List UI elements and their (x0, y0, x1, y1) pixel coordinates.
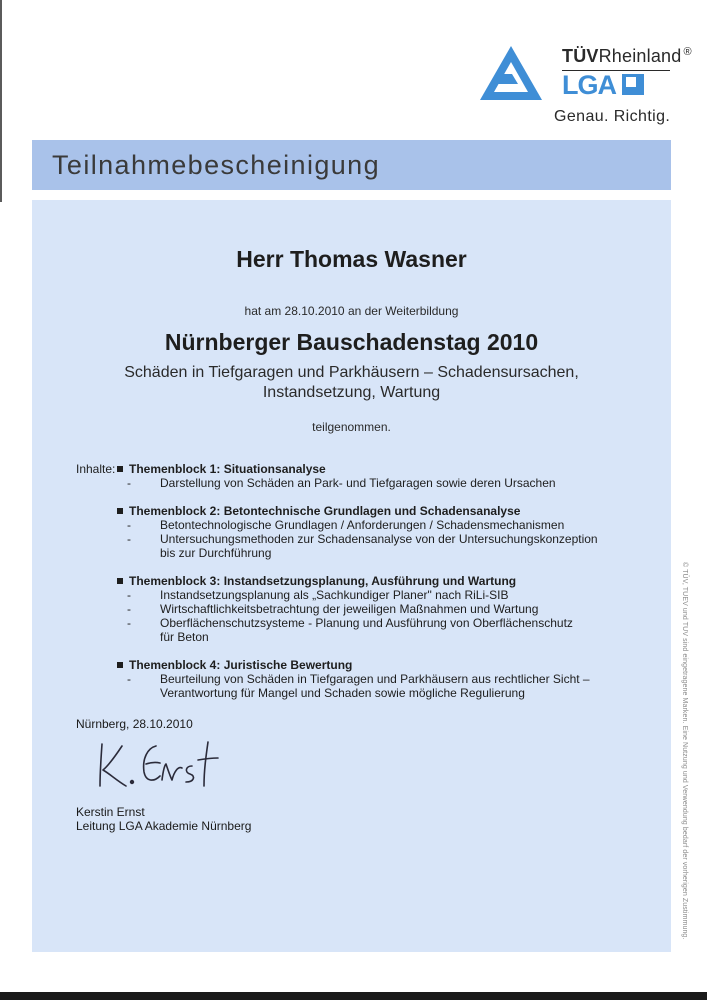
list-item: Darstellung von Schäden an Park- und Tiefgaragen sowie deren Ursachen (160, 476, 556, 490)
subtitle-line: Schäden in Tiefgaragen und Parkhäusern – Schadensursachen, (124, 364, 579, 381)
bottom-edge-rule (0, 992, 707, 1000)
list-item: Beurteilung von Schäden in Tiefgaragen und Parkhäusern aus rechtlicher Sicht – Verantwortung für Mangel und Schaden sowie mögliche Regulierung (160, 672, 590, 700)
place-date: Nürnberg, 28.10.2010 (76, 717, 193, 731)
outro-text: teilgenommen. (312, 420, 391, 434)
item-dash: - (127, 476, 131, 490)
item-dash: - (127, 672, 131, 686)
item-dash: - (127, 518, 131, 532)
lga-text: LGA (562, 70, 616, 100)
block-heading: Themenblock 2: Betontechnische Grundlagen und Schadensanalyse (117, 504, 520, 518)
tagline: Genau. Richtig. (554, 108, 671, 125)
list-item: Wirtschaftlichkeitsbetrachtung der jeweiligen Maßnahmen und Wartung (160, 602, 539, 616)
block-heading: Themenblock 3: Instandsetzungsplanung, Ausführung und Wartung (117, 574, 516, 588)
trademark-side-note: © TÜV, TUEV und TUV sind eingetragene Marken. Eine Nutzung und Verwendung bedarf der vorherigen Zustimmung. (681, 562, 688, 940)
item-dash: - (127, 616, 131, 630)
signature-image (96, 736, 226, 794)
square-bullet-icon (117, 578, 123, 584)
recipient-name: Herr Thomas Wasner (236, 246, 467, 272)
brand-name: TÜVRheinland ® (562, 46, 692, 66)
square-bullet-icon (117, 466, 123, 472)
item-dash: - (127, 602, 131, 616)
document-title: Teilnahmebescheinigung (52, 150, 381, 180)
item-dash: - (127, 588, 131, 602)
list-item: Instandsetzungsplanung als „Sachkundiger Planer" nach RiLi-SIB (160, 588, 509, 602)
list-item: Betontechnologische Grundlagen / Anforderungen / Schadensmechanismen (160, 518, 565, 532)
intro-text: hat am 28.10.2010 an der Weiterbildung (244, 304, 459, 318)
list-item: Oberflächenschutzsysteme - Planung und Ausführung von Oberflächenschutz für Beton (160, 616, 573, 644)
square-bullet-icon (117, 508, 123, 514)
signer-name: Kerstin Ernst (76, 805, 145, 819)
square-bullet-icon (117, 662, 123, 668)
item-dash: - (127, 532, 131, 546)
block-heading: Themenblock 1: Situationsanalyse (117, 462, 326, 476)
subtitle-line: Instandsetzung, Wartung (262, 384, 441, 401)
course-title: Nürnberger Bauschadenstag 2010 (164, 329, 539, 355)
block-heading: Themenblock 4: Juristische Bewertung (117, 658, 352, 672)
signer-role: Leitung LGA Akademie Nürnberg (76, 819, 252, 833)
list-item: Untersuchungsmethoden zur Schadensanalyse von der Untersuchungskonzeption bis zur Durchführung (160, 532, 598, 560)
contents-label: Inhalte: (76, 462, 116, 476)
